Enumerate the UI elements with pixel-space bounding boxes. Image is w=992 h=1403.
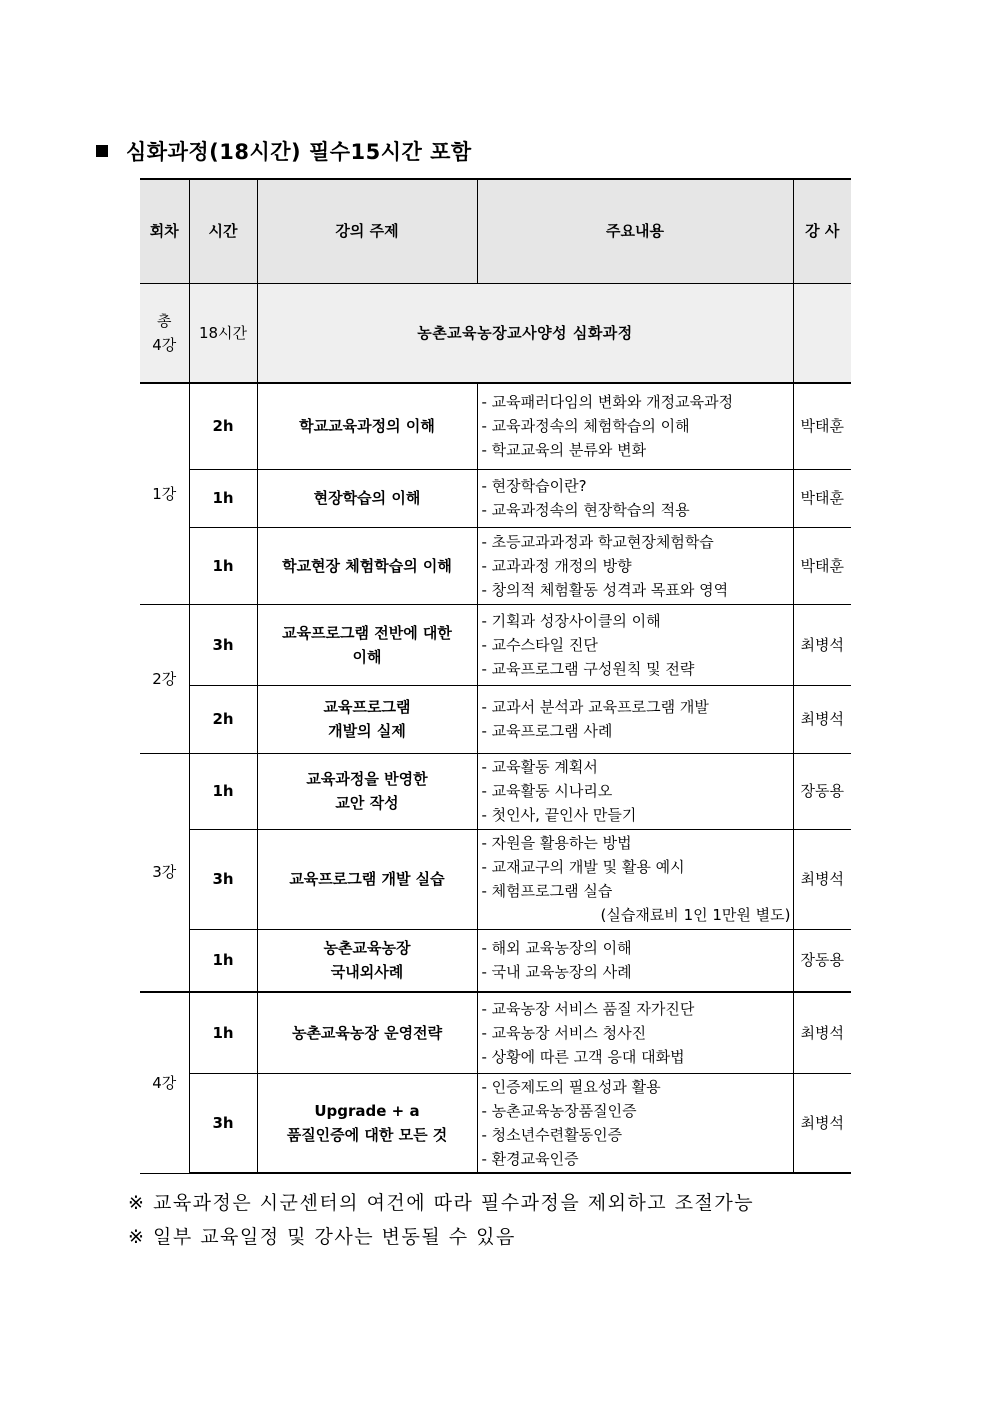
session-rows bbox=[140, 383, 851, 1173]
content-note: (실습재료비 1인 1만원 별도) bbox=[600, 906, 791, 924]
topic-cell bbox=[257, 992, 477, 1073]
content-item: - 교육농장 서비스 품질 자가진단 bbox=[481, 999, 695, 1018]
table-row bbox=[140, 383, 851, 469]
content-item: - 학교교육의 분류와 변화 bbox=[481, 441, 647, 460]
content-item: - 기획과 성장사이클의 이해 bbox=[481, 611, 661, 630]
session-label: 4강 bbox=[140, 992, 189, 1173]
content-item: - 환경교육인증 bbox=[481, 1149, 579, 1168]
content-item: - 교육농장 서비스 청사진 bbox=[481, 1023, 647, 1042]
topic-cell bbox=[257, 383, 477, 469]
topic-line: 교육프로그램 bbox=[323, 698, 411, 716]
total-row bbox=[140, 283, 851, 383]
topic-line: 교안 작성 bbox=[335, 794, 399, 812]
instructor-cell: 최병석 bbox=[793, 1073, 851, 1173]
header-row bbox=[140, 179, 851, 283]
footnote: ※ 일부 교육일정 및 강사는 변동될 수 있음 bbox=[128, 1226, 516, 1248]
hours-cell: 1h bbox=[189, 469, 257, 527]
topic-line: 이해 bbox=[352, 647, 382, 666]
topic-line: 학교교육과정의 이해 bbox=[299, 417, 435, 436]
header-instructor: 강 사 bbox=[793, 179, 851, 283]
topic-cell bbox=[257, 469, 477, 527]
topic-line: 국내외사례 bbox=[330, 963, 404, 982]
instructor-cell: 최병석 bbox=[793, 604, 851, 685]
content-item: - 청소년수련활동인증 bbox=[481, 1125, 623, 1144]
content-cell bbox=[477, 829, 793, 929]
content-item: - 교재교구의 개발 및 활용 예시 bbox=[481, 858, 685, 876]
topic-cell bbox=[257, 685, 477, 753]
topic-cell bbox=[257, 929, 477, 992]
content-item: - 교육활동 시나리오 bbox=[481, 782, 613, 800]
header-content: 주요내용 bbox=[477, 179, 793, 283]
instructor-cell: 박태훈 bbox=[793, 469, 851, 527]
content-cell bbox=[477, 929, 793, 992]
table-row bbox=[140, 929, 851, 992]
instructor-cell: 장동용 bbox=[793, 753, 851, 829]
topic-line: 농촌교육농장 운영전략 bbox=[291, 1023, 443, 1042]
session-label: 2강 bbox=[140, 604, 189, 753]
content-item: - 교육과정속의 현장학습의 적용 bbox=[481, 501, 690, 519]
footnotes bbox=[128, 1186, 754, 1254]
table-row bbox=[140, 604, 851, 685]
total-session-line1: 총 bbox=[157, 311, 172, 330]
hours-cell: 3h bbox=[189, 604, 257, 685]
section-heading bbox=[96, 136, 472, 166]
instructor-cell: 박태훈 bbox=[793, 527, 851, 604]
hours-cell: 2h bbox=[189, 685, 257, 753]
section-title: 심화과정(18시간) 필수15시간 포함 bbox=[126, 140, 472, 164]
topic-line: Upgrade + a bbox=[314, 1101, 420, 1120]
content-cell bbox=[477, 469, 793, 527]
header-topic: 강의 주제 bbox=[257, 179, 477, 283]
table-row bbox=[140, 829, 851, 929]
hours-cell: 1h bbox=[189, 929, 257, 992]
content-cell bbox=[477, 753, 793, 829]
content-item: - 인증제도의 필요성과 활용 bbox=[481, 1077, 661, 1096]
content-item: - 초등교과과정과 학교현장체험학습 bbox=[481, 532, 714, 551]
content-cell bbox=[477, 1073, 793, 1173]
instructor-cell: 최병석 bbox=[793, 685, 851, 753]
content-item: - 교육프로그램 사례 bbox=[481, 722, 613, 740]
hours-cell: 3h bbox=[189, 829, 257, 929]
table-row bbox=[140, 685, 851, 753]
content-item: - 첫인사, 끝인사 만들기 bbox=[481, 806, 637, 824]
content-item: - 창의적 체험활동 성격과 목표와 영역 bbox=[481, 580, 729, 599]
topic-cell bbox=[257, 753, 477, 829]
curriculum-table bbox=[140, 178, 851, 1174]
content-item: - 상황에 따른 고객 응대 대화법 bbox=[481, 1047, 685, 1066]
hours-cell: 1h bbox=[189, 753, 257, 829]
content-cell bbox=[477, 527, 793, 604]
topic-line: 교육프로그램 개발 실습 bbox=[289, 870, 445, 888]
content-item: - 교육활동 계획서 bbox=[481, 758, 598, 776]
topic-line: 현장학습의 이해 bbox=[313, 489, 421, 507]
footnote: ※ 교육과정은 시군센터의 여건에 따라 필수과정을 제외하고 조절가능 bbox=[128, 1192, 755, 1214]
total-instructor-empty bbox=[793, 283, 851, 383]
content-cell bbox=[477, 383, 793, 469]
topic-line: 농촌교육농장 bbox=[323, 939, 411, 958]
total-session-cell bbox=[140, 283, 189, 383]
hours-cell: 1h bbox=[189, 992, 257, 1073]
topic-line: 학교현장 체험학습의 이해 bbox=[282, 556, 452, 575]
content-item: - 교과과정 개정의 방향 bbox=[481, 556, 632, 575]
total-title: 농촌교육농장교사양성 심화과정 bbox=[257, 283, 793, 383]
content-item: - 자원을 활용하는 방법 bbox=[481, 834, 632, 852]
content-item: - 체험프로그램 실습 bbox=[481, 882, 613, 900]
topic-line: 교육과정을 반영한 bbox=[306, 770, 428, 788]
instructor-cell: 장동용 bbox=[793, 929, 851, 992]
session-label: 1강 bbox=[140, 383, 189, 604]
total-hours: 18시간 bbox=[189, 283, 257, 383]
instructor-cell: 박태훈 bbox=[793, 383, 851, 469]
hours-cell: 1h bbox=[189, 527, 257, 604]
topic-line: 교육프로그램 전반에 대한 bbox=[282, 623, 452, 642]
content-cell bbox=[477, 604, 793, 685]
topic-line: 개발의 실제 bbox=[328, 722, 406, 740]
content-item: - 교과서 분석과 교육프로그램 개발 bbox=[481, 698, 709, 716]
header-hours: 시간 bbox=[189, 179, 257, 283]
hours-cell: 3h bbox=[189, 1073, 257, 1173]
content-cell bbox=[477, 992, 793, 1073]
instructor-cell: 최병석 bbox=[793, 992, 851, 1073]
total-session-line2: 4강 bbox=[152, 335, 177, 354]
content-item: - 교수스타일 진단 bbox=[481, 635, 598, 654]
content-item: - 현장학습이란? bbox=[481, 477, 587, 495]
table-row bbox=[140, 469, 851, 527]
topic-cell bbox=[257, 829, 477, 929]
topic-cell bbox=[257, 604, 477, 685]
table-row bbox=[140, 1073, 851, 1173]
topic-line: 품질인증에 대한 모든 것 bbox=[286, 1125, 448, 1144]
hours-cell: 2h bbox=[189, 383, 257, 469]
content-item: - 국내 교육농장의 사례 bbox=[481, 963, 632, 982]
header-session: 회차 bbox=[140, 179, 189, 283]
session-label: 3강 bbox=[140, 753, 189, 992]
content-item: - 교육프로그램 구성원칙 및 전략 bbox=[481, 659, 695, 678]
topic-cell bbox=[257, 527, 477, 604]
content-item: - 교육과정속의 체험학습의 이해 bbox=[481, 417, 690, 436]
instructor-cell: 최병석 bbox=[793, 829, 851, 929]
content-item: - 농촌교육농장품질인증 bbox=[481, 1101, 637, 1120]
topic-cell bbox=[257, 1073, 477, 1173]
table-row bbox=[140, 992, 851, 1073]
square-bullet-icon bbox=[96, 145, 108, 157]
content-cell bbox=[477, 685, 793, 753]
table-row bbox=[140, 753, 851, 829]
content-item: - 교육패러다임의 변화와 개정교육과정 bbox=[481, 393, 734, 412]
table-row bbox=[140, 527, 851, 604]
content-item: - 해외 교육농장의 이해 bbox=[481, 939, 632, 958]
